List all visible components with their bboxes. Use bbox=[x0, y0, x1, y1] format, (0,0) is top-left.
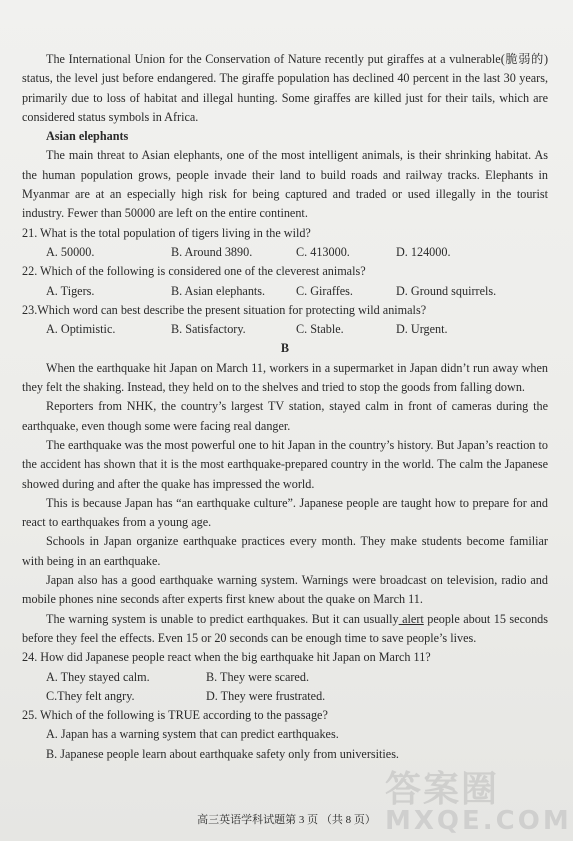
passage-b-paragraph-2: Reporters from NHK, the country’s largest TV station, stayed calm in front of cameras during the earthquake, even though some were facing real danger. bbox=[22, 399, 548, 433]
watermark-bottom-text: MXQE.COM bbox=[385, 806, 572, 836]
paragraph-7-start: The warning system is unable to predict earthquakes. But it can usually bbox=[46, 611, 399, 626]
question-21-options bbox=[22, 243, 548, 262]
watermark-logo bbox=[385, 761, 572, 836]
q21-option-a: A. 50000. bbox=[46, 244, 95, 259]
q23-option-c: C. Stable. bbox=[296, 322, 344, 337]
q25-option-b: B. Japanese people learn about earthquake safety only from universities. bbox=[46, 746, 399, 761]
q22-option-c: C. Giraffes. bbox=[296, 283, 353, 298]
q24-option-d: D. They were frustrated. bbox=[206, 688, 326, 703]
q22-option-d: D. Ground squirrels. bbox=[396, 283, 497, 298]
q24-option-a: A. They stayed calm. bbox=[46, 669, 150, 684]
question-23-stem: 23.Which word can best describe the present situation for protecting wild animals? bbox=[22, 302, 427, 317]
page-footer: 高三英语学科试题第 3 页 （共 8 页） bbox=[197, 814, 376, 826]
elephant-paragraph: The main threat to Asian elephants, one of the most intelligent animals, is their shrinking habitat. As the human population grows, people invade their land to build roads and railway tracks. Elephants in Myanmar are at an especially high risk for being captured and traded or used illegally in the tourist industry. Fewer than 50000 are left on the entire continent. bbox=[22, 148, 548, 221]
q22-option-a: A. Tigers. bbox=[46, 283, 95, 298]
asian-elephants-heading: Asian elephants bbox=[46, 129, 129, 144]
passage-b-paragraph-4: This is because Japan has “an earthquake culture”. Japanese people are taught how to prepare for and react to earthquakes from a young age. bbox=[22, 495, 548, 530]
alert-word: alert bbox=[398, 611, 424, 626]
question-25-stem: 25. Which of the following is TRUE according to the passage? bbox=[22, 708, 328, 723]
giraffe-paragraph: The International Union for the Conservation of Nature recently put giraffes at a vulnerable(脆弱的) status, the level just before endangered. The giraffe population has declined 40 percent in the last 30 years, primarily due to loss of habitat and illegal hunting. Some giraffes are killed just for their tails, which are considered status symbols in Africa. bbox=[22, 52, 548, 124]
question-24-stem: 24. How did Japanese people react when the big earthquake hit Japan on March 11? bbox=[22, 650, 431, 665]
q21-option-d: D. 124000. bbox=[396, 244, 451, 259]
question-22-options bbox=[22, 282, 548, 301]
q23-option-b: B. Satisfactory. bbox=[171, 322, 246, 337]
question-23-options bbox=[22, 320, 548, 339]
question-22-stem: 22. Which of the following is considered one of the cleverest animals? bbox=[22, 264, 366, 279]
q24-option-b: B. They were scared. bbox=[206, 669, 309, 684]
passage-b-paragraph-5: Schools in Japan organize earthquake practices every month. They make students become familiar with being in an earthquake. bbox=[22, 534, 548, 568]
q23-option-d: D. Urgent. bbox=[396, 322, 448, 337]
question-21-stem: 21. What is the total population of tigers living in the wild? bbox=[22, 225, 311, 240]
q25-option-a: A. Japan has a warning system that can predict earthquakes. bbox=[46, 727, 339, 742]
passage-b-paragraph-7 bbox=[22, 610, 548, 649]
page-content bbox=[22, 50, 548, 764]
q24-option-c: C.They felt angry. bbox=[46, 688, 135, 703]
passage-b-paragraph-1: When the earthquake hit Japan on March 11, workers in a supermarket in Japan didn’t run away when they felt the shaking. Instead, they held on to the shelves and tried to stop the goods from falling down. bbox=[22, 360, 548, 395]
q22-option-b: B. Asian elephants. bbox=[171, 283, 266, 298]
paragraph-7-end: people about 15 seconds before they feel the effects. Even 15 or 20 seconds can be enough time to save people’s lives. bbox=[22, 611, 548, 645]
q21-option-b: B. Around 3890. bbox=[171, 244, 253, 259]
passage-b-paragraph-3: The earthquake was the most powerful one to hit Japan in the country’s history. But Japan’s reaction to the accident has shown that it is the most earthquake-prepared country in the world. The calm the Japanese showed during and after the quake has impressed the world. bbox=[22, 437, 548, 491]
watermark-top-text: 答案圈 bbox=[385, 769, 500, 810]
q23-option-a: A. Optimistic. bbox=[46, 322, 116, 337]
question-24-options-row-1 bbox=[22, 668, 548, 687]
passage-b-paragraph-6: Japan also has a good earthquake warning system. Warnings were broadcast on television, radio and mobile phones nine seconds after experts first knew about the quake on March 11. bbox=[22, 573, 548, 607]
q21-option-c: C. 413000. bbox=[296, 244, 350, 259]
section-b-heading: B bbox=[280, 341, 290, 356]
question-24-options-row-2 bbox=[22, 687, 548, 706]
